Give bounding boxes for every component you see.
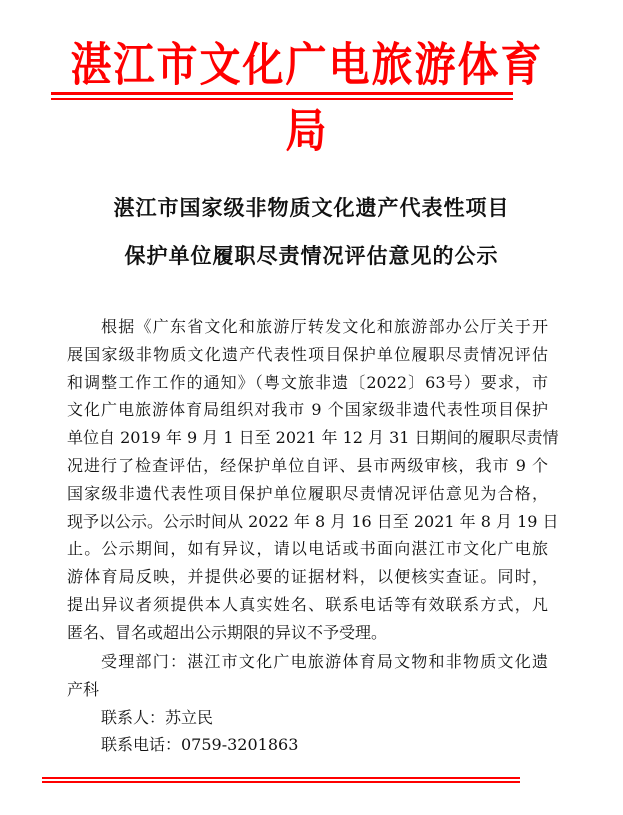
footer-rule-bottom: [42, 781, 520, 783]
receiving-department-cont: 产科: [67, 679, 100, 699]
contact-info: [67, 648, 548, 759]
body-line: 和调整工作工作的通知》（粤文旅非遗〔2022〕63号）要求，市: [67, 372, 548, 392]
body-line: 提出异议者须提供本人真实姓名、联系电话等有效联系方式，凡: [67, 594, 548, 614]
body-line: 展国家级非物质文化遗产代表性项目保护单位履职尽责情况评估: [67, 344, 548, 364]
masthead-rule-thick: [51, 92, 513, 95]
contact-phone: 联系电话：0759-3201863: [101, 735, 299, 755]
document-title-line1: 湛江市国家级非物质文化遗产代表性项目: [113, 195, 510, 220]
receiving-department: 受理部门：湛江市文化广电旅游体育局文物和非物质文化遗: [101, 652, 548, 671]
masthead-rule-thin: [51, 98, 513, 100]
body-line: 游体育局反映，并提供必要的证据材料，以便核实查证。同时，: [67, 567, 548, 587]
footer-rule-top: [42, 777, 520, 779]
body-line: 现予以公示。公示时间从 2022 年 8 月 16 日至 2021 年 8 月 19 日: [67, 511, 559, 531]
body-line: 国家级非遗代表性项目保护单位履职尽责情况评估意见为合格，: [67, 483, 548, 503]
body-line: 况进行了检查评估，经保护单位自评、县市两级审核，我市 9 个: [67, 455, 548, 475]
body-line: 文化广电旅游体育局组织对我市 9 个国家级非遗代表性项目保护: [67, 400, 548, 420]
document-title-line2: 保护单位履职尽责情况评估意见的公示: [124, 243, 499, 268]
agency-masthead: 湛江市文化广电旅游体育局: [70, 38, 544, 158]
body-line: 匿名、冒名或超出公示期限的异议不予受理。: [67, 622, 388, 642]
contact-person: 联系人：苏立民: [101, 707, 214, 727]
body-line: 单位自 2019 年 9 月 1 日至 2021 年 12 月 31 日期间的履职尽责情: [67, 428, 559, 448]
body-line: 根据《广东省文化和旅游厅转发文化和旅游部办公厅关于开: [101, 317, 548, 336]
document-body: [67, 313, 559, 647]
body-line: 止。公示期间，如有异议，请以电话或书面向湛江市文化广电旅: [67, 539, 548, 559]
